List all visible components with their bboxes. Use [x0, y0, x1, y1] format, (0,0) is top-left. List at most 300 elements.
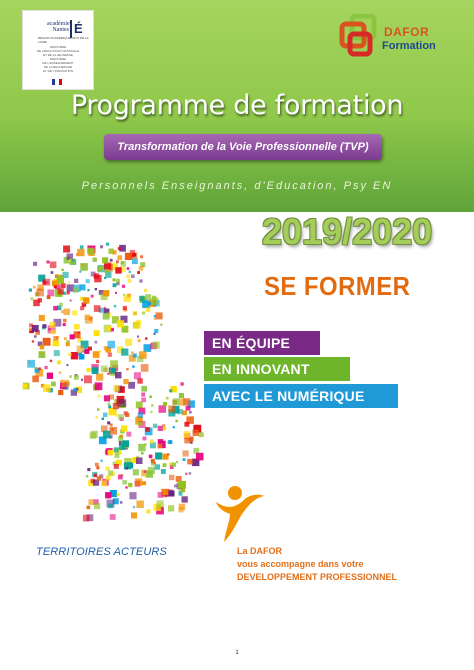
mosaic-tile: [184, 422, 189, 427]
mosaic-tile: [183, 431, 190, 438]
mosaic-tile: [141, 398, 146, 403]
mosaic-tile: [73, 388, 77, 392]
mosaic-tile: [115, 372, 122, 379]
mosaic-tile: [68, 353, 71, 356]
mosaic-tile: [168, 440, 172, 444]
mosaic-tile: [118, 247, 121, 250]
mosaic-tile: [43, 384, 51, 392]
mosaic-tile: [72, 259, 74, 261]
mosaic-tile: [29, 324, 33, 328]
mosaic-tile: [57, 274, 62, 279]
mosaic-tile: [154, 318, 156, 320]
mosaic-tile: [146, 471, 153, 478]
mosaic-tile: [199, 432, 204, 437]
academie-title: [47, 21, 69, 33]
mosaic-tile: [96, 360, 99, 363]
mosaic-tile: [141, 393, 145, 397]
mosaic-tile: [69, 260, 71, 262]
mosaic-tile: [129, 492, 136, 499]
mosaic-tile: [146, 308, 151, 313]
mosaic-tile: [64, 337, 67, 340]
mosaic-tile: [117, 493, 120, 496]
mosaic-tile: [126, 275, 130, 279]
mosaic-tile: [128, 279, 132, 283]
mosaic-tile: [187, 459, 193, 465]
mosaic-tile: [62, 380, 69, 387]
mosaic-tile: [123, 379, 128, 384]
territoires-acteurs: TERRITOIRES ACTEURS: [36, 546, 167, 558]
mosaic-tile: [54, 350, 60, 356]
mosaic-tile: [87, 506, 91, 510]
mosaic-tile: [178, 409, 183, 414]
mosaic-tile: [182, 496, 188, 502]
mosaic-tile: [166, 397, 169, 400]
mosaic-tile: [77, 249, 84, 256]
mosaic-tile: [190, 442, 192, 444]
mosaic-tile: [32, 376, 39, 383]
headline: SE FORMER: [264, 271, 411, 301]
dafor-accompagne-text: [237, 545, 397, 584]
mosaic-tile: [61, 310, 64, 313]
mosaic-tile: [151, 298, 158, 305]
mosaic-tile: [97, 476, 101, 480]
mosaic-tile: [63, 323, 66, 326]
accompagne-line: La DAFOR: [237, 546, 282, 556]
mosaic-tile: [114, 464, 119, 469]
mosaic-tile: [146, 509, 150, 513]
mosaic-tile: [67, 284, 74, 291]
mosaic-tile: [103, 290, 109, 296]
mosaic-tile: [160, 324, 162, 326]
mosaic-tile: [140, 255, 143, 258]
mosaic-tile: [87, 289, 89, 291]
mosaic-tile: [108, 403, 111, 406]
mosaic-tile: [134, 322, 141, 329]
mosaic-tile: [78, 331, 80, 333]
mosaic-tile: [52, 281, 58, 287]
mosaic-tile: [47, 373, 53, 379]
program-subtitle-box: Transformation de la Voie Professionnelle (TVP): [104, 134, 382, 160]
mosaic-tile: [169, 389, 172, 392]
mosaic-tile: [70, 300, 72, 302]
mosaic-tile: [113, 385, 119, 391]
mosaic-tile: [133, 469, 139, 475]
mosaic-tile: [95, 463, 99, 467]
header-banner: [0, 0, 474, 212]
mosaic-tile: [138, 422, 142, 426]
mosaic-tile: [69, 375, 72, 378]
mosaic-tile: [113, 403, 119, 409]
mosaic-tile: [144, 344, 152, 352]
mosaic-tile: [141, 452, 144, 455]
mosaic-tile: [94, 273, 100, 279]
mosaic-tile: [136, 457, 143, 464]
mosaic-tile: [153, 342, 160, 349]
mosaic-tile: [110, 259, 113, 262]
ministry-line: MINISTÈRE: [49, 57, 67, 61]
mosaic-tile: [174, 485, 177, 488]
mosaic-tile: [136, 402, 143, 409]
mosaic-tile: [105, 269, 109, 273]
mosaic-tile: [84, 375, 92, 383]
mosaic-tile: [110, 514, 116, 520]
mosaic-tile: [32, 340, 34, 342]
mosaic-tile: [40, 345, 45, 350]
mosaic-tile: [149, 396, 152, 399]
mosaic-tile: [180, 382, 183, 385]
mosaic-tile: [96, 466, 99, 469]
mosaic-tile: [42, 281, 46, 285]
mosaic-tile: [111, 368, 116, 373]
mosaic-tile: [121, 425, 127, 431]
mosaic-tile: [196, 453, 204, 461]
mosaic-tile: [70, 334, 75, 339]
mosaic-tile: [108, 405, 111, 408]
ministry-lines: [33, 45, 83, 73]
mosaic-tile: [93, 351, 100, 358]
mosaic-tile: [68, 282, 70, 284]
mosaic-tile: [66, 364, 68, 366]
mosaic-tile: [173, 398, 180, 405]
mosaic-tile: [154, 329, 158, 333]
school-year: 2019/2020: [262, 211, 433, 252]
mosaic-tile: [118, 414, 124, 420]
mosaic-tile: [43, 338, 51, 346]
mosaic-tile: [62, 269, 64, 271]
ministry-line: MINISTÈRE: [49, 45, 67, 49]
mosaic-tile: [153, 333, 155, 335]
ministry-line: ET DE LA JEUNESSE: [43, 53, 73, 57]
mosaic-tile: [145, 337, 148, 340]
mosaic-tile: [129, 271, 131, 273]
mosaic-tile: [81, 379, 83, 381]
mosaic-tile: [53, 306, 58, 311]
mosaic-tile: [163, 463, 167, 467]
mosaic-tile: [30, 297, 33, 300]
mosaic-tile: [27, 360, 35, 368]
mosaic-tile: [121, 261, 124, 264]
mosaic-tile: [77, 346, 84, 353]
mosaic-tile: [144, 471, 146, 473]
mosaic-tile: [88, 248, 95, 255]
mosaic-tile: [133, 506, 135, 508]
figure-body: [216, 495, 264, 542]
audience-line: Personnels Enseignants, d'Education, Psy EN: [81, 180, 393, 192]
academie-title-line: académie: [47, 21, 70, 27]
mosaic-tile: [115, 267, 121, 273]
mosaic-tile: [101, 366, 108, 373]
mosaic-tile: [173, 426, 175, 428]
mosaic-tile: [153, 424, 157, 428]
mosaic-tile: [53, 336, 58, 341]
mosaic-tile: [91, 295, 94, 298]
mosaic-tile: [97, 408, 100, 411]
mosaic-tile: [51, 330, 55, 334]
mosaic-tile: [156, 312, 163, 319]
mosaic-tile: [100, 245, 103, 248]
mosaic-tile: [72, 310, 77, 315]
mosaic-tile: [150, 440, 154, 444]
mosaic-tile: [90, 432, 97, 439]
mosaic-tile: [104, 395, 110, 401]
mosaic-tile: [145, 294, 151, 300]
mosaic-tile: [193, 430, 200, 437]
mosaic-tile: [74, 375, 79, 380]
mosaic-tile: [179, 492, 183, 496]
mosaic-tile: [89, 317, 93, 321]
mosaic-tile: [184, 437, 190, 443]
mosaic-tile: [87, 368, 91, 372]
mosaic-tile: [163, 402, 167, 406]
mosaic-tile: [101, 481, 107, 487]
mosaic-tile: [125, 253, 132, 260]
mosaic-tile: [162, 489, 168, 495]
mosaic-tile: [179, 393, 184, 398]
mosaic-tile: [46, 281, 48, 283]
mosaic-tile: [122, 285, 125, 288]
mosaic-tile: [59, 303, 63, 307]
marianne-flag-icon: [52, 79, 62, 85]
mosaic-tile: [53, 340, 59, 346]
mosaic-tile: [43, 324, 47, 328]
mosaic-tile: [102, 418, 104, 420]
mosaic-tile: [93, 258, 97, 262]
mosaic-tile: [50, 262, 57, 269]
mosaic-tile: [106, 243, 109, 246]
mosaic-tile: [105, 467, 109, 471]
mosaic-tile: [138, 444, 145, 451]
mosaic-tile: [157, 444, 162, 449]
dafor-name: DAFOR: [384, 25, 430, 39]
mosaic-tile: [103, 413, 107, 417]
mosaic-tile: [73, 287, 78, 292]
mosaic-tile: [110, 360, 118, 368]
mosaic-tile: [128, 483, 132, 487]
mosaic-tile: [98, 394, 101, 397]
mosaic-tile: [132, 365, 134, 367]
academie-e-mark: É: [70, 20, 90, 38]
mosaic-tile: [172, 463, 176, 467]
mosaic-tile: [50, 322, 56, 328]
mosaic-tile: [168, 490, 174, 496]
mosaic-tile: [30, 329, 32, 331]
mosaic-tile: [118, 475, 123, 480]
mosaic-tile: [63, 246, 70, 253]
academie-region: RÉGION ACADÉMIQUE PAYS DE LA LOIRE: [38, 36, 89, 44]
mosaic-tile: [94, 330, 100, 336]
mosaic-tile: [168, 505, 174, 511]
dafor-subtitle: Formation: [382, 40, 436, 52]
mosaic-tile: [104, 263, 111, 270]
mosaic-tile: [138, 412, 144, 418]
mosaic-tile: [36, 289, 44, 297]
mosaic-tile: [145, 427, 150, 432]
mosaic-tile: [141, 364, 149, 372]
mosaic-tile: [79, 354, 84, 359]
mosaic-tile: [61, 283, 66, 288]
mosaic-tile: [41, 352, 43, 354]
chip-en-innovant: EN INNOVANT: [204, 357, 350, 381]
mosaic-tile: [106, 476, 111, 481]
mosaic-tile: [109, 427, 117, 435]
mosaic-tile: [162, 424, 165, 427]
mosaic-tile: [67, 291, 70, 294]
mosaic-tile: [126, 368, 129, 371]
mosaic-tile: [80, 245, 84, 249]
mosaic-tile: [23, 384, 27, 388]
mosaic-tile: [96, 416, 99, 419]
mosaic-tile: [121, 349, 128, 356]
mosaic-tile: [86, 279, 90, 283]
mosaic-tile: [178, 507, 183, 512]
mosaic-tile: [74, 279, 78, 283]
mosaic-tile: [66, 342, 70, 346]
mosaic-tile: [80, 306, 84, 310]
mosaic-tile: [189, 411, 192, 414]
mosaic-tile: [189, 472, 191, 474]
mosaic-tile: [155, 464, 160, 469]
region-mosaic-map: [12, 240, 212, 540]
mosaic-tile: [54, 285, 57, 288]
mosaic-tile: [86, 475, 88, 477]
mosaic-tile: [116, 279, 120, 283]
mosaic-tile: [136, 501, 144, 509]
accompagne-line: DEVELOPPEMENT PROFESSIONNEL: [237, 572, 398, 582]
academie-logo: [22, 10, 94, 90]
mosaic-tile: [88, 499, 94, 505]
mosaic-tile: [143, 437, 147, 441]
mosaic-tile: [95, 341, 98, 344]
mosaic-tile: [108, 450, 113, 455]
mosaic-tile: [126, 432, 131, 437]
mosaic-tile: [102, 257, 108, 263]
mosaic-tile: [94, 503, 100, 509]
mosaic-tile: [124, 295, 131, 302]
mosaic-tile: [63, 319, 67, 323]
mosaic-tile: [108, 504, 113, 509]
mosaic-tile: [33, 286, 36, 289]
mosaic-tile: [178, 481, 186, 489]
mosaic-tile: [38, 367, 41, 370]
mosaic-tile: [134, 372, 141, 379]
mosaic-tile: [47, 261, 50, 264]
mosaic-tile: [39, 315, 45, 321]
mosaic-tile: [176, 461, 178, 463]
mosaic-tile: [79, 271, 81, 273]
mosaic-tile: [141, 386, 147, 392]
mosaic-tile: [155, 452, 162, 459]
mosaic-tile: [138, 339, 141, 342]
figure-head: [228, 486, 242, 500]
mosaic-tile: [137, 271, 140, 274]
mosaic-tile: [34, 335, 37, 338]
mosaic-tile: [29, 289, 32, 292]
person-leaping-icon: [206, 484, 266, 544]
mosaic-tile: [100, 460, 102, 462]
ministry-line: DE L'ENSEIGNEMENT: [42, 61, 74, 65]
mosaic-tile: [108, 341, 116, 349]
page-number: 1: [235, 650, 239, 656]
chip-en-equipe: EN ÉQUIPE: [204, 331, 320, 355]
mosaic-tile: [122, 440, 129, 447]
mosaic-tile: [148, 302, 152, 306]
ministry-line: DE LA RECHERCHE: [43, 65, 73, 69]
mosaic-tile: [185, 473, 187, 475]
mosaic-tile: [142, 312, 145, 315]
mosaic-tile: [64, 309, 71, 316]
mosaic-tile: [135, 478, 142, 485]
mosaic-tile: [167, 453, 169, 455]
mosaic-tile: [51, 382, 56, 387]
mosaic-tile: [125, 339, 132, 346]
mosaic-tile: [183, 458, 186, 461]
mosaic-tile: [107, 421, 110, 424]
mosaic-tile: [137, 336, 139, 338]
mosaic-tile: [169, 475, 174, 480]
mosaic-tile: [99, 350, 102, 353]
mosaic-tile: [161, 469, 166, 474]
mosaic-tile: [139, 351, 147, 359]
mosaic-tile: [120, 501, 123, 504]
mosaic-tile: [151, 459, 155, 463]
mosaic-tile: [115, 292, 117, 294]
mosaic-tile: [131, 275, 135, 279]
mosaic-tile: [132, 258, 138, 264]
mosaic-tile: [137, 378, 142, 383]
mosaic-tile: [139, 279, 142, 282]
mosaic-tile: [144, 289, 147, 292]
chip-avec-le-numerique: AVEC LE NUMÉRIQUE: [204, 384, 398, 408]
mosaic-tile: [33, 262, 37, 266]
mosaic-tile: [115, 453, 120, 458]
mosaic-tile: [183, 398, 190, 405]
ministry-line: DE L'ÉDUCATION NATIONALE: [36, 49, 80, 53]
mosaic-tile: [125, 467, 128, 470]
mosaic-tile: [116, 260, 119, 263]
mosaic-tile: [58, 288, 64, 294]
mosaic-tile: [51, 271, 54, 274]
mosaic-tile: [117, 255, 122, 260]
mosaic-tile: [139, 296, 144, 301]
academie-title-line: Nantes: [52, 27, 69, 33]
mosaic-tile: [186, 406, 191, 411]
mosaic-tile: [38, 298, 42, 302]
mosaic-tile: [95, 382, 103, 390]
mosaic-tile: [151, 404, 154, 407]
mosaic-tile: [81, 264, 84, 267]
mosaic-tile: [74, 324, 80, 330]
mosaic-tile: [107, 326, 112, 331]
mosaic-tile: [125, 486, 127, 488]
mosaic-tile: [94, 474, 97, 477]
mosaic-tile: [103, 313, 110, 320]
mosaic-tile: [50, 360, 52, 362]
mosaic-tile: [123, 306, 127, 310]
mosaic-tile: [83, 515, 90, 522]
mosaic-tile: [142, 481, 146, 485]
mosaic-tile: [83, 297, 89, 303]
mosaic-tile: [183, 450, 189, 456]
mosaic-tile: [95, 288, 97, 290]
mosaic-tile: [163, 427, 166, 430]
mosaic-tile: [149, 455, 153, 459]
mosaic-tile: [128, 382, 135, 389]
mosaic-tile: [113, 283, 117, 287]
mosaic-tile: [122, 480, 127, 485]
mosaic-tile: [139, 266, 144, 271]
mosaic-tile: [108, 470, 113, 475]
mosaic-tile: [114, 447, 119, 452]
